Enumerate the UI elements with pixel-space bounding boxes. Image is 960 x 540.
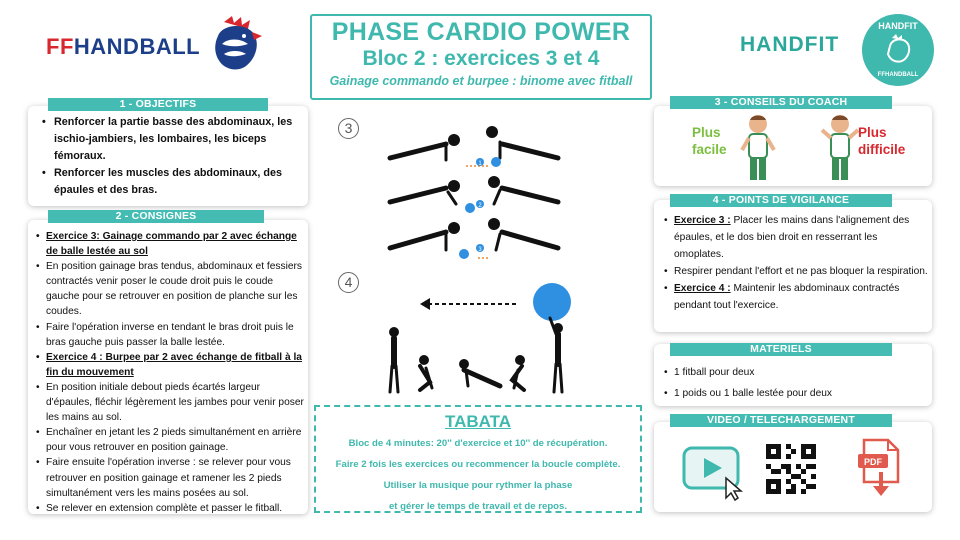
harder-tip: Plus difficile (858, 125, 906, 157)
vigilance-item: • Respirer pendant l'effort et ne pas bloquer la respiration. (662, 263, 928, 280)
exercise-3-illustration (384, 118, 564, 266)
instruction-item: • En position initiale debout pieds écartés largeur d'épaules, fléchir légèrement les jambes pour venir poser les mains au sol. (34, 380, 306, 425)
coach-tips-label: 3 - CONSEILS DU COACH (670, 96, 892, 109)
coach-harder-avatar (820, 112, 860, 182)
instruction-item: • Enchaîner en jetant les 2 pieds simultanément en arrière pour vous retrouver en position gainage. (34, 425, 306, 455)
equipment-label: MATERIELS (670, 343, 892, 356)
tabata-line: Utiliser la musique pour rythmer la phase (383, 480, 573, 491)
tabata-line: Bloc de 4 minutes: 20'' d'exercice et 10'' de récupération. (348, 438, 608, 449)
instruction-item: • En position gainage bras tendus, abdominaux et fessiers contractés venir poser le coude droit puis le coude gauche pour se retrouver en position de planche sur les coudes. (34, 259, 306, 319)
objective-item: • Renforcer les muscles des abdominaux, des épaules et des bras. (40, 165, 302, 199)
tabata-line: et gérer le temps de travail et de repos. (388, 501, 568, 512)
coach-easier-avatar (740, 112, 776, 182)
phase-title: PHASE CARDIO POWER (331, 18, 631, 46)
vigilance-label: 4 - POINTS DE VIGILANCE (670, 194, 892, 207)
instructions-label: 2 - CONSIGNES (48, 210, 264, 223)
handfit-logo-text: HANDFIT (740, 33, 840, 56)
video-download-card (654, 422, 932, 512)
step-1-label: 1 (478, 161, 482, 167)
tabata-box (314, 405, 642, 513)
title-box (310, 14, 652, 100)
video-play-icon[interactable] (680, 442, 746, 502)
step-2-label: 2 (478, 203, 482, 209)
tabata-line: Faire 2 fois les exercices ou recommencer la boucle complète. (335, 459, 621, 470)
instruction-item: • Faire ensuite l'opération inverse : se relever pour vous retrouver en position gainage et ramener les 2 pieds simultanément vers les mains posées au sol. (34, 455, 306, 500)
vigilance-item: • Exercice 3 : Placer les mains dans l'alignement des épaules, et le dos bien droit en resserrant les omoplates. (662, 212, 928, 263)
pdf-label: PDF (864, 457, 882, 467)
equipment-item: • 1 fitball pour deux (662, 362, 928, 383)
exercise-4-title: • Exercice 4 : Burpee par 2 avec échange de fitball à la fin du mouvement (34, 350, 306, 380)
handfit-badge: HANDFIT FFHANDBALL (862, 14, 934, 86)
vigilance-card (654, 200, 932, 332)
exercise-4-illustration (380, 282, 580, 398)
step-3-label: 3 (478, 247, 482, 253)
instruction-item: • Se relever en extension complète et passer le fitball. (34, 501, 306, 516)
exercise-subtitle: Gainage commando et burpee : binome avec fitball (329, 74, 633, 88)
qr-code[interactable] (766, 444, 816, 494)
objective-item: • Renforcer la partie basse des abdominaux, les ischio-jambiers, les lombaires, les biceps fémoraux. (40, 114, 302, 165)
pdf-download-icon[interactable] (856, 438, 902, 498)
coach-tips-card (654, 106, 932, 186)
exercise-3-title: • Exercice 3: Gainage commando par 2 avec échange de balle lestée au sol (34, 229, 306, 259)
instruction-item: • Faire l'opération inverse en tendant le bras droit puis le bras gauche puis passer la balle lestée. (34, 320, 306, 350)
video-download-label: VIDEO / TELECHARGEMENT (670, 414, 892, 427)
tabata-title: TABATA (444, 412, 512, 431)
handfit-rooster-icon (884, 34, 912, 64)
instructions-card (28, 220, 308, 514)
easier-tip: Plus facile (692, 125, 727, 157)
exercise-3-number: 3 (338, 118, 359, 139)
bloc-title: Bloc 2 : exercices 3 et 4 (362, 47, 600, 70)
objectives-label: 1 - OBJECTIFS (48, 98, 268, 111)
rooster-icon (208, 14, 266, 76)
equipment-item: • 1 poids ou 1 balle lestée pour deux (662, 383, 928, 404)
objectives-card (28, 106, 308, 206)
vigilance-item: • Exercice 4 : Maintenir les abdominaux contractés pendant tout l'exercice. (662, 280, 928, 314)
exercise-4-number: 4 (338, 272, 359, 293)
ffhandball-logo: FFHANDBALL (46, 34, 201, 59)
